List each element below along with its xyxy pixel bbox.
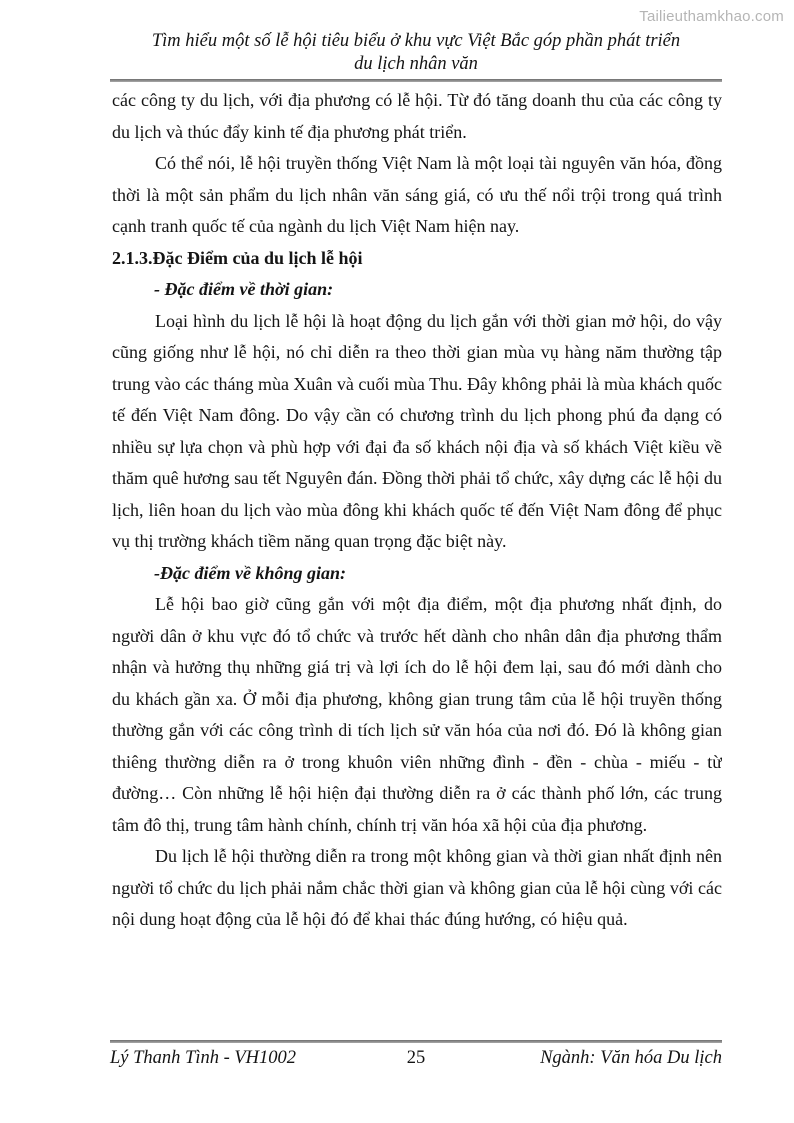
footer-page-number: 25 [406, 1048, 426, 1068]
paragraph-space-detail: Lễ hội bao giờ cũng gắn với một địa điểm, một địa phương nhất định, do người dân ở khu vực đó tổ chức và trước hết dành cho nhân dân địa phương thẩm nhận và hưởng thụ những giá trị và lợi ích do lễ hội đem lại, sau đó mới dành cho du khách gần xa. Ở mỗi địa phương, không gian trung tâm của lễ hội truyền thống thường gắn với các công trình di tích lịch sử văn hóa của nơi đó. Đó là không gian thiêng thường diễn ra ở trong khuôn viên những đình - đền - chùa - miếu - từ đường… Còn những lễ hội hiện đại thường diễn ra ở các thành phố lớn, các trung tâm đô thị, trung tâm hành chính, chính trị văn hóa xã hội của địa phương. [112, 594, 722, 835]
watermark-text: Tailieuthamkhao.com [639, 8, 784, 25]
running-title [110, 30, 722, 76]
running-title-line-1: Tìm hiểu một số lễ hội tiêu biểu ở khu vực Việt Bắc góp phần phát triển [151, 31, 681, 51]
paragraph-festival-resource: Có thể nói, lễ hội truyền thống Việt Nam là một loại tài nguyên văn hóa, đồng thời là một sản phẩm du lịch nhân văn sáng giá, có ưu thế nổi trội trong quá trình cạnh tranh quốc tế của ngành du lịch Việt Nam hiện nay. [112, 153, 722, 236]
page-header [110, 30, 722, 82]
subheading-time-characteristics: - Đặc điểm về thời gian: [154, 279, 334, 299]
header-rule [110, 79, 722, 82]
paragraph-company-revenue: các công ty du lịch, với địa phương có lễ hội. Từ đó tăng doanh thu của các công ty du lịch và thúc đẩy kinh tế địa phương phát triển. [112, 90, 722, 142]
footer-row [110, 1043, 722, 1069]
footer-author: Lý Thanh Tình - VH1002 [110, 1048, 297, 1068]
footer-department: Ngành: Văn hóa Du lịch [540, 1048, 722, 1068]
page-footer [110, 1040, 722, 1069]
running-title-line-2: du lịch nhân văn [354, 54, 478, 74]
document-body [112, 85, 722, 1037]
section-heading-2-1-3: 2.1.3.Đặc Điểm của du lịch lễ hội [112, 247, 363, 268]
subheading-space-characteristics: -Đặc điểm về không gian: [154, 562, 346, 583]
paragraph-organizer-conclusion: Du lịch lễ hội thường diễn ra trong một không gian và thời gian nhất định nên người tổ chức du lịch phải nắm chắc thời gian và không gian của lễ hội cùng với các nội dung hoạt động của lễ hội đó để khai thác đúng hướng, có hiệu quả. [112, 846, 722, 929]
paragraph-time-detail: Loại hình du lịch lễ hội là hoạt động du lịch gắn với thời gian mở hội, do vậy cũng giống như lễ hội, nó chỉ diễn ra theo thời gian mùa vụ hàng năm thường tập trung vào các tháng mùa Xuân và cuối mùa Thu. Đây không phải là mùa khách quốc tế đến Việt Nam đông. Do vậy cần có chương trình du lịch phong phú đa dạng có nhiều sự lựa chọn và phù hợp với đại đa số khách nội địa và số khách Việt kiều về thăm quê hương sau tết Nguyên đán. Đồng thời phải tổ chức, xây dựng các lễ hội du lịch, liên hoan du lịch vào mùa đông khi khách quốc tế đến Việt Nam đông để phục vụ thị trường khách tiềm năng quan trọng đặc biệt này. [112, 310, 722, 551]
